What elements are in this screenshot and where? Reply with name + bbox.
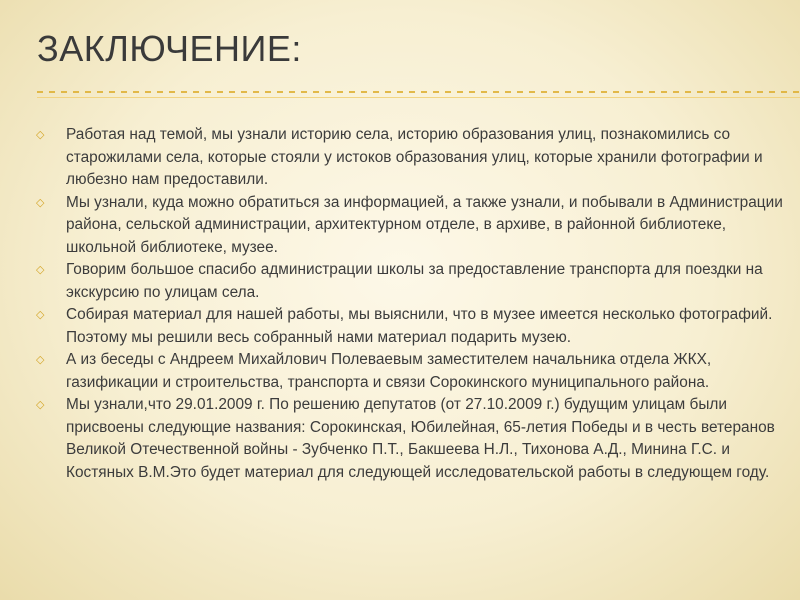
- bullet-item: [36, 394, 784, 484]
- bullet-list: [36, 124, 784, 484]
- hollow-diamond-icon: ◇: [36, 399, 45, 411]
- hollow-diamond-icon: ◇: [36, 264, 45, 276]
- bullet-text: А из беседы с Андреем Михайлович Полеваевым заместителем начальника отдела ЖКХ, газификации и строительства, транспорта и связи Сорокинского муниципального района.: [66, 351, 712, 391]
- bullet-item: [36, 124, 784, 192]
- bullet-text: Собирая материал для нашей работы, мы выяснили, что в музее имеется несколько фотографий. Поэтому мы решили весь собранный нами материал подарить музею.: [66, 306, 773, 346]
- bullet-item: [36, 349, 784, 394]
- hollow-diamond-icon: ◇: [36, 354, 45, 366]
- hollow-diamond-icon: ◇: [36, 196, 45, 209]
- slide-title: ЗАКЛЮЧЕНИЕ:: [37, 28, 302, 69]
- title-divider: [37, 91, 800, 103]
- bullet-item: [36, 304, 784, 349]
- bullet-text: Мы узнали, куда можно обратиться за информацией, а также узнали, и побывали в Администрации района, сельской администрации, архитектурном отделе, в архиве, в районной библиотеке, школьной библиотеке, музее.: [66, 193, 783, 256]
- bullet-item: [36, 192, 784, 260]
- bullet-item: [36, 259, 784, 304]
- bullet-text: Мы узнали,что 29.01.2009 г. По решению депутатов (от 27.10.2009 г.) будущим улицам были присвоены следующие названия: Сорокинская, Юбилейная, 65-летия Победы и в честь ветеранов Великой Отечественной войны - Зубченко П.Т., Бакшеева Н.Л., Тихонова А.Д., Минина Г.С. и Костяных В.М.Это будет материал для следующей исследовательской работы в следующем году.: [66, 396, 775, 481]
- hollow-diamond-icon: ◇: [36, 309, 45, 321]
- bullet-text: Работая над темой, мы узнали историю села, историю образования улиц, познакомились со старожилами села, которые стояли у истоков образования улиц, которые хранили фотографии и любезно нам предоставили.: [66, 126, 763, 188]
- hollow-diamond-icon: ◇: [36, 129, 45, 141]
- bullet-text: Говорим большое спасибо администрации школы за предоставление транспорта для поездки на экскурсию по улицам села.: [66, 261, 763, 301]
